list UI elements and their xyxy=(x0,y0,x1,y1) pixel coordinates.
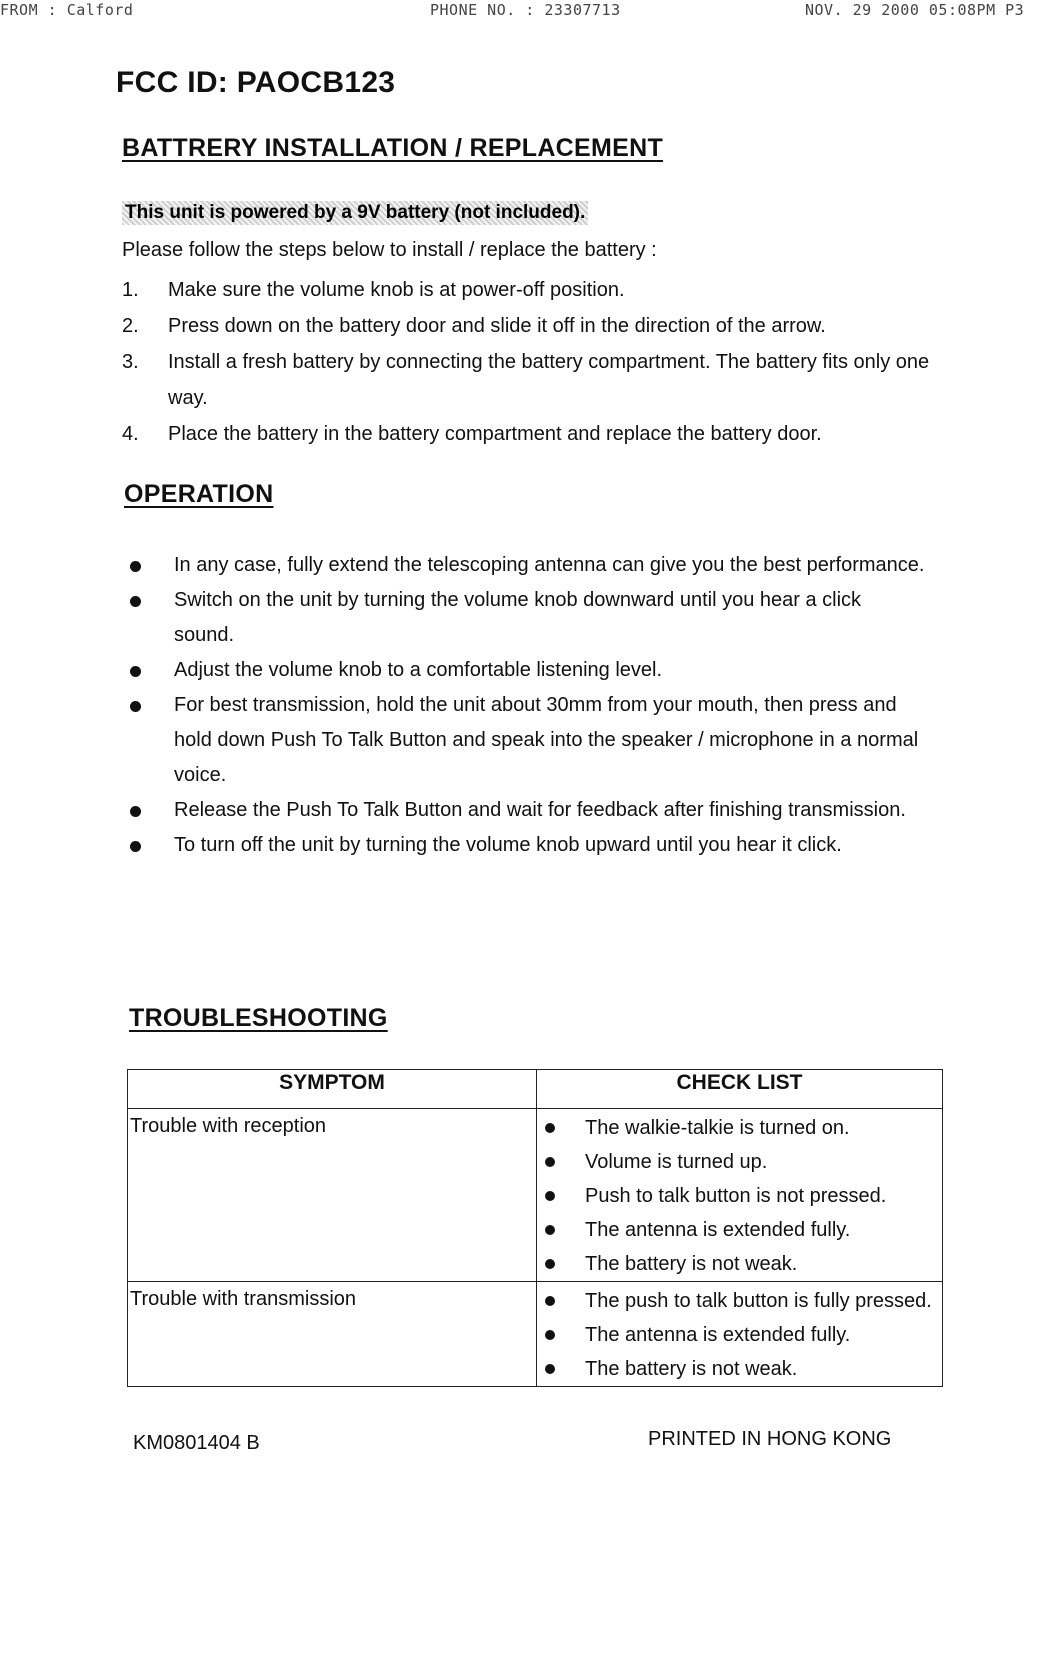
operation-item xyxy=(126,828,926,863)
check-text: Volume is turned up. xyxy=(585,1151,768,1173)
check-text: The push to talk button is fully pressed. xyxy=(585,1290,932,1312)
check-item xyxy=(537,1179,942,1213)
operation-list xyxy=(126,548,926,863)
operation-item xyxy=(126,548,926,583)
check-text: The battery is not weak. xyxy=(585,1253,798,1275)
step-text: Make sure the volume knob is at power-off position. xyxy=(168,279,625,301)
bullet-icon xyxy=(545,1296,555,1306)
check-text: Push to talk button is not pressed. xyxy=(585,1185,887,1207)
step-item xyxy=(122,344,942,416)
bullet-icon xyxy=(545,1225,555,1235)
check-item xyxy=(537,1318,942,1352)
bullet-icon xyxy=(545,1259,555,1269)
check-item xyxy=(537,1352,942,1386)
printed-in: PRINTED IN HONG KONG xyxy=(648,1428,892,1450)
model-code: KM0801404 B xyxy=(133,1432,260,1454)
symptom-cell: Trouble with reception xyxy=(128,1109,537,1282)
table-header-row xyxy=(128,1070,943,1109)
checklist-column-header: CHECK LIST xyxy=(537,1070,943,1109)
check-text: The battery is not weak. xyxy=(585,1358,798,1380)
troubleshooting-heading: TROUBLESHOOTING xyxy=(129,1004,388,1032)
battery-heading: BATTRERY INSTALLATION / REPLACEMENT xyxy=(122,134,664,162)
check-item xyxy=(537,1247,942,1281)
bullet-icon xyxy=(545,1123,555,1133)
fax-header xyxy=(0,0,1059,22)
bullet-icon xyxy=(130,666,141,677)
bullet-icon xyxy=(545,1191,555,1201)
step-item xyxy=(122,272,942,308)
page-title: FCC ID: PAOCB123 xyxy=(116,66,396,99)
bullet-icon xyxy=(130,561,141,572)
table-row xyxy=(128,1109,943,1282)
step-number: 4. xyxy=(122,423,139,445)
step-number: 1. xyxy=(122,279,139,301)
step-item xyxy=(122,416,942,452)
check-item xyxy=(537,1111,942,1145)
battery-note: This unit is powered by a 9V battery (not included). xyxy=(122,201,588,225)
operation-text: Release the Push To Talk Button and wait for feedback after finishing transmission. xyxy=(174,799,906,821)
bullet-icon xyxy=(130,841,141,852)
symptom-column-header: SYMPTOM xyxy=(128,1070,537,1109)
operation-item xyxy=(126,793,926,828)
bullet-icon xyxy=(545,1157,555,1167)
step-number: 3. xyxy=(122,351,139,373)
bullet-icon xyxy=(130,701,141,712)
bullet-icon xyxy=(130,806,141,817)
fax-date: NOV. 29 2000 05:08PM P3 xyxy=(805,1,1025,19)
check-list xyxy=(537,1284,942,1386)
battery-intro: Please follow the steps below to install / replace the battery : xyxy=(122,239,657,261)
operation-item xyxy=(126,653,926,688)
step-text: Press down on the battery door and slide it off in the direction of the arrow. xyxy=(168,315,826,337)
operation-item xyxy=(126,583,926,653)
check-list xyxy=(537,1111,942,1281)
check-text: The walkie-talkie is turned on. xyxy=(585,1117,850,1139)
operation-text: Switch on the unit by turning the volume knob downward until you hear a click sound. xyxy=(174,589,862,646)
table-row xyxy=(128,1282,943,1387)
operation-text: To turn off the unit by turning the volume knob upward until you hear it click. xyxy=(174,834,842,856)
bullet-icon xyxy=(545,1364,555,1374)
step-item xyxy=(122,308,942,344)
operation-heading: OPERATION xyxy=(124,480,274,508)
checklist-cell xyxy=(537,1282,943,1387)
fax-phone: PHONE NO. : 23307713 xyxy=(430,1,621,19)
step-text: Place the battery in the battery compartment and replace the battery door. xyxy=(168,423,822,445)
troubleshooting-table xyxy=(127,1069,943,1387)
operation-text: In any case, fully extend the telescoping antenna can give you the best performance. xyxy=(174,554,925,576)
check-text: The antenna is extended fully. xyxy=(585,1219,851,1241)
check-item xyxy=(537,1145,942,1179)
bullet-icon xyxy=(545,1330,555,1340)
operation-text: For best transmission, hold the unit about 30mm from your mouth, then press and hold down Push To Talk Button and speak into the speaker / microphone in a normal voice. xyxy=(174,694,919,786)
check-item xyxy=(537,1284,942,1318)
check-item xyxy=(537,1213,942,1247)
checklist-cell xyxy=(537,1109,943,1282)
battery-steps xyxy=(122,272,942,452)
operation-item xyxy=(126,688,926,793)
bullet-icon xyxy=(130,596,141,607)
fax-from: FROM : Calford xyxy=(0,1,134,19)
check-text: The antenna is extended fully. xyxy=(585,1324,851,1346)
symptom-cell: Trouble with transmission xyxy=(128,1282,537,1387)
step-number: 2. xyxy=(122,315,139,337)
step-text: Install a fresh battery by connecting the battery compartment. The battery fits only one way. xyxy=(168,351,930,409)
operation-text: Adjust the volume knob to a comfortable listening level. xyxy=(174,659,663,681)
